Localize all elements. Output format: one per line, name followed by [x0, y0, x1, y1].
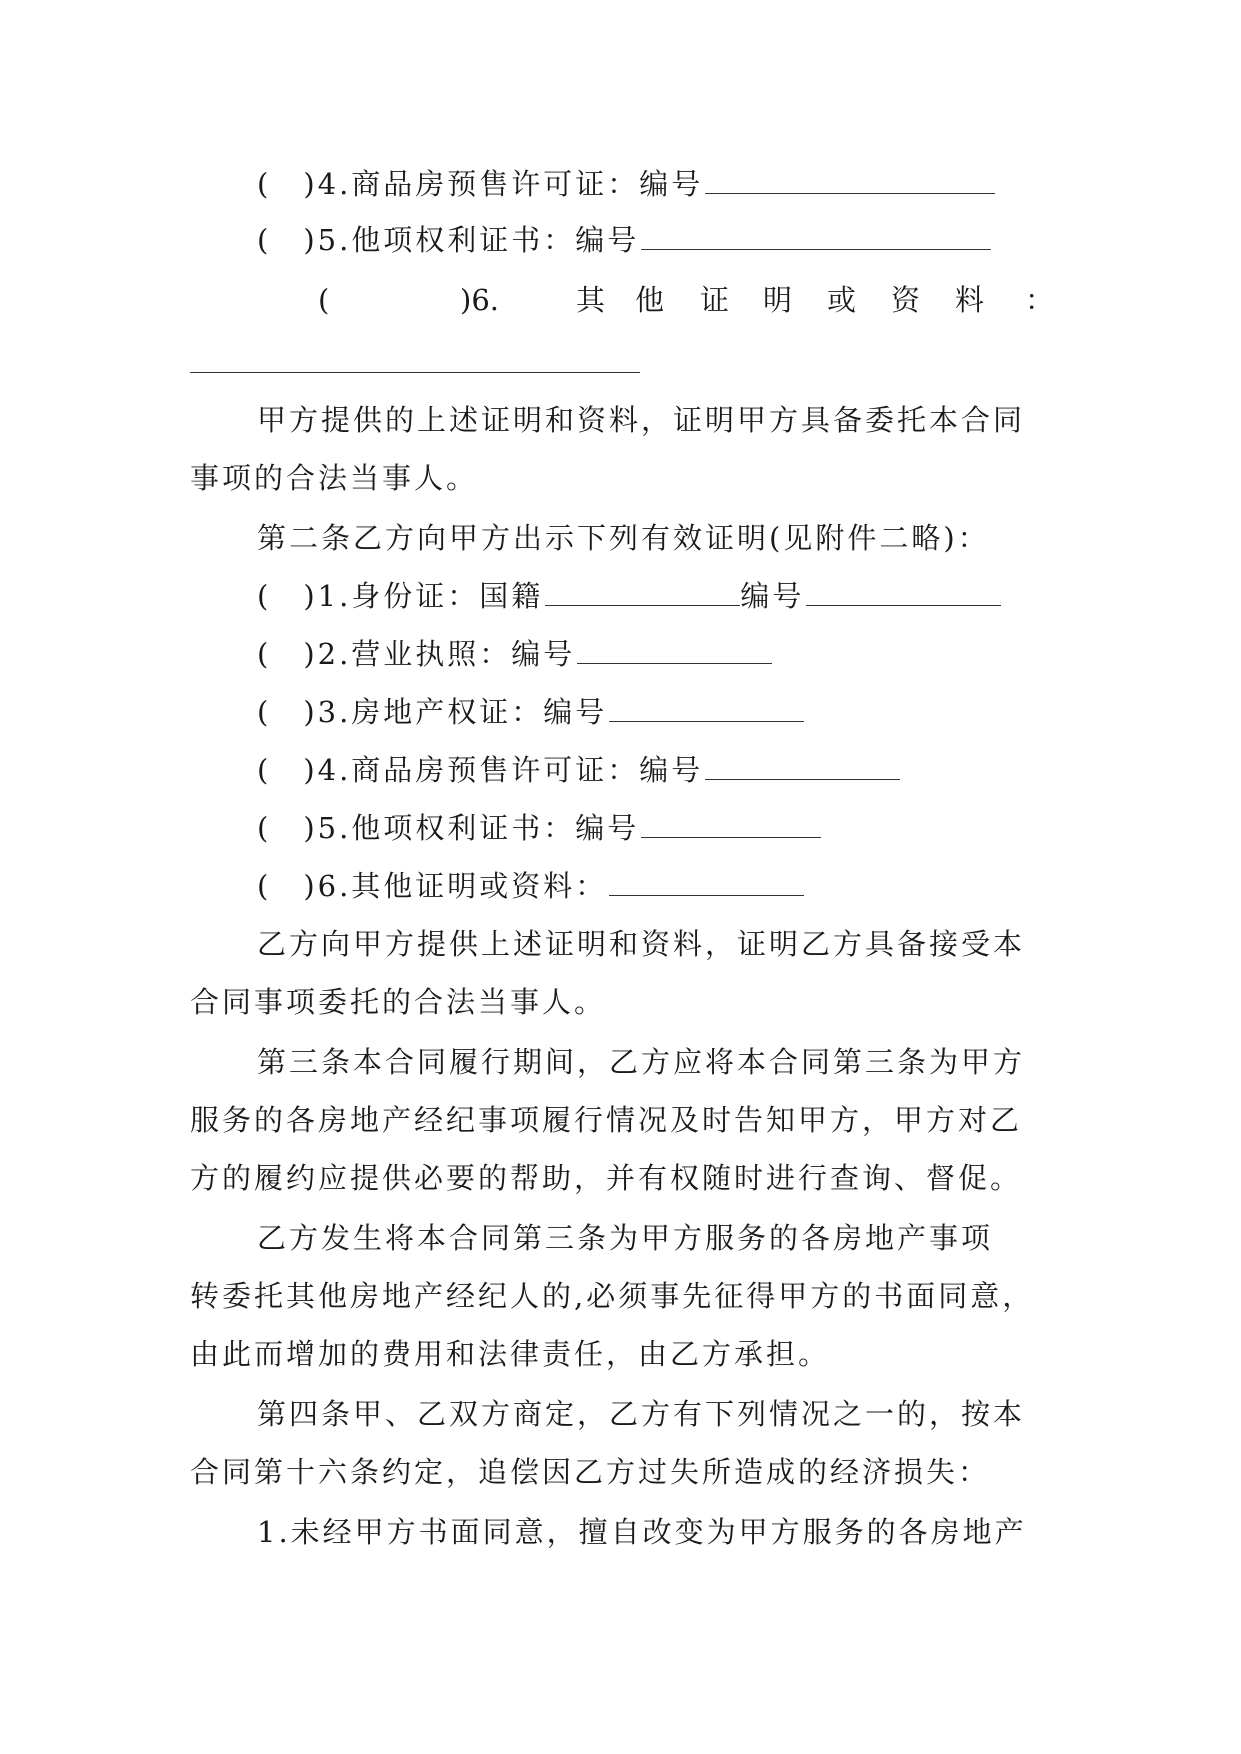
spread-char: 他 [635, 283, 665, 317]
fill-blank [641, 811, 821, 838]
spread-char: 明 [763, 283, 793, 317]
paren-close: )6. [460, 283, 499, 317]
item-text: ( )4.商品房预售许可证：编号 [257, 167, 704, 201]
paragraph-line: 方的履约应提供必要的帮助，并有权随时进行查询、督促。 [190, 1161, 1023, 1195]
item-text: ( )5.他项权利证书：编号 [257, 811, 640, 845]
item-presale-permit-jia [257, 164, 1060, 204]
item-text: ( )5.他项权利证书：编号 [257, 223, 640, 257]
item-text: ( )3.房地产权证：编号 [257, 695, 608, 729]
paragraph-line: 事项的合法当事人。 [190, 461, 479, 495]
fill-blank [806, 579, 1001, 606]
spread-char: 其 [576, 283, 606, 317]
spread-char: 资 [891, 283, 921, 317]
item-presale-permit-yi [257, 750, 1060, 790]
item-other-rights-jia [257, 220, 1060, 260]
item-text: ( )2.营业执照：编号 [257, 637, 576, 671]
spread-char: 证 [700, 283, 730, 317]
item-other-rights-yi [257, 808, 1060, 848]
article-4-line: 第四条甲、乙双方商定，乙方有下列情况之一的，按本 [257, 1397, 1026, 1431]
paragraph-line: 由此而增加的费用和法律责任，由乙方承担。 [190, 1337, 831, 1371]
item-business-license-yi [257, 634, 1060, 674]
paragraph-line: 合同第十六条约定，追偿因乙方过失所造成的经济损失： [190, 1455, 991, 1489]
item-text: ( )6.其他证明或资料： [257, 869, 608, 903]
paragraph-line: 甲方提供的上述证明和资料，证明甲方具备委托本合同 [257, 403, 1026, 437]
fill-blank [577, 637, 772, 664]
paragraph-line: 乙方向甲方提供上述证明和资料，证明乙方具备接受本 [257, 927, 1026, 961]
paragraph-line: 乙方发生将本合同第三条为甲方服务的各房地产事项 [257, 1221, 994, 1255]
spread-char: 或 [827, 283, 857, 317]
fill-blank [609, 869, 804, 896]
item-id-card-yi [257, 576, 1060, 616]
item-text: 编号 [740, 579, 805, 613]
fill-blank [705, 167, 995, 194]
paragraph-line: 服务的各房地产经纪事项履行情况及时告知甲方，甲方对乙 [190, 1103, 1023, 1137]
paragraph-line: 合同事项委托的合法当事人。 [190, 985, 607, 1019]
paragraph-line: 转委托其他房地产经纪人的,必须事先征得甲方的书面同意， [190, 1279, 1035, 1313]
item-property-cert-yi [257, 692, 1060, 732]
fill-blank [190, 372, 640, 373]
list-item: 1.未经甲方书面同意，擅自改变为甲方服务的各房地产 [257, 1515, 1027, 1549]
spread-char: ： [1025, 283, 1055, 317]
article-2-heading: 第二条乙方向甲方出示下列有效证明(见附件二略)： [257, 521, 990, 555]
item-other-materials-jia [190, 280, 1060, 320]
fill-blank [545, 579, 740, 606]
paren-open: ( [318, 283, 330, 317]
fill-blank [705, 753, 900, 780]
item-text: ( )1.身份证：国籍 [257, 579, 544, 613]
article-3-line: 第三条本合同履行期间，乙方应将本合同第三条为甲方 [257, 1045, 1026, 1079]
fill-blank [641, 223, 991, 250]
item-text: ( )4.商品房预售许可证：编号 [257, 753, 704, 787]
item-other-materials-yi [257, 866, 1060, 906]
fill-blank [609, 695, 804, 722]
spread-char: 料 [955, 283, 985, 317]
